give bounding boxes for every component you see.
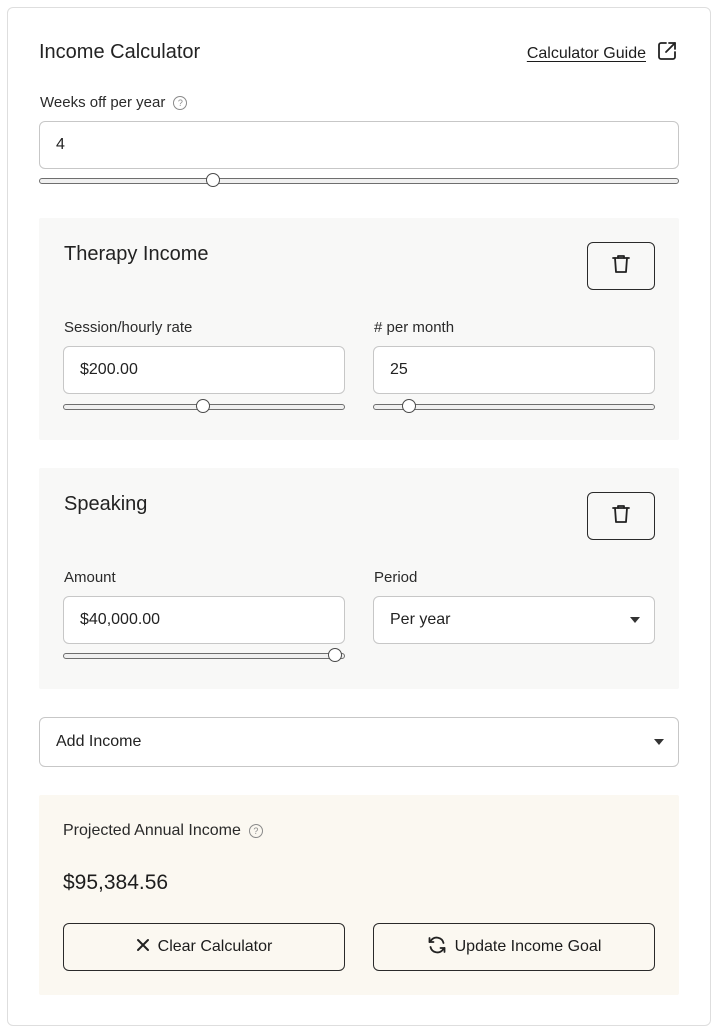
add-income-select[interactable] bbox=[39, 717, 679, 767]
projected-income-label bbox=[63, 822, 263, 840]
delete-speaking-button[interactable] bbox=[587, 492, 655, 540]
clear-calculator-label: Clear Calculator bbox=[157, 938, 273, 955]
external-link-icon bbox=[656, 40, 678, 67]
amount-slider-thumb[interactable] bbox=[328, 648, 342, 662]
therapy-income-title: Therapy Income bbox=[64, 243, 209, 265]
period-value: Per year bbox=[390, 611, 451, 628]
help-circle-icon[interactable]: ? bbox=[249, 824, 263, 838]
session-rate-slider-thumb[interactable] bbox=[196, 399, 210, 413]
trash-icon bbox=[611, 503, 631, 530]
projected-income-panel bbox=[39, 795, 679, 995]
trash-icon bbox=[611, 253, 631, 280]
delete-therapy-income-button[interactable] bbox=[587, 242, 655, 290]
chevron-down-icon bbox=[630, 617, 640, 623]
update-income-goal-button[interactable] bbox=[373, 923, 655, 971]
per-month-input[interactable] bbox=[373, 346, 655, 394]
session-rate-slider-track[interactable] bbox=[63, 404, 345, 410]
therapy-income-panel bbox=[39, 218, 679, 440]
chevron-down-icon bbox=[654, 739, 664, 745]
weeks-off-label bbox=[40, 94, 187, 112]
amount-value: $40,000.00 bbox=[80, 611, 161, 628]
session-rate-label: Session/hourly rate bbox=[64, 319, 193, 336]
amount-label: Amount bbox=[64, 569, 116, 586]
projected-income-amount: $95,384.56 bbox=[63, 871, 169, 894]
page-title: Income Calculator bbox=[39, 41, 201, 63]
weeks-off-label-text: Weeks off per year bbox=[40, 94, 166, 111]
speaking-panel bbox=[39, 468, 679, 689]
per-month-slider-thumb[interactable] bbox=[402, 399, 416, 413]
refresh-icon bbox=[427, 935, 447, 960]
session-rate-input[interactable] bbox=[63, 346, 345, 394]
calculator-guide-label: Calculator Guide bbox=[526, 44, 646, 62]
update-income-goal-label: Update Income Goal bbox=[454, 938, 602, 955]
weeks-off-input[interactable] bbox=[39, 121, 679, 169]
session-rate-value: $200.00 bbox=[80, 361, 138, 378]
period-select[interactable] bbox=[373, 596, 655, 644]
projected-income-label-text: Projected Annual Income bbox=[63, 822, 241, 839]
per-month-slider-track[interactable] bbox=[373, 404, 655, 410]
amount-input[interactable] bbox=[63, 596, 345, 644]
calculator-guide-link[interactable] bbox=[527, 40, 678, 67]
clear-calculator-button[interactable] bbox=[63, 923, 345, 971]
per-month-value: 25 bbox=[390, 361, 408, 378]
weeks-off-value: 4 bbox=[56, 136, 65, 153]
help-circle-icon[interactable]: ? bbox=[173, 96, 187, 110]
period-label: Period bbox=[374, 569, 418, 586]
speaking-title: Speaking bbox=[64, 493, 148, 515]
weeks-off-slider-track[interactable] bbox=[39, 178, 679, 184]
per-month-label: # per month bbox=[374, 319, 455, 336]
amount-slider-track[interactable] bbox=[63, 653, 345, 659]
add-income-value: Add Income bbox=[56, 733, 142, 750]
close-icon bbox=[136, 938, 150, 957]
